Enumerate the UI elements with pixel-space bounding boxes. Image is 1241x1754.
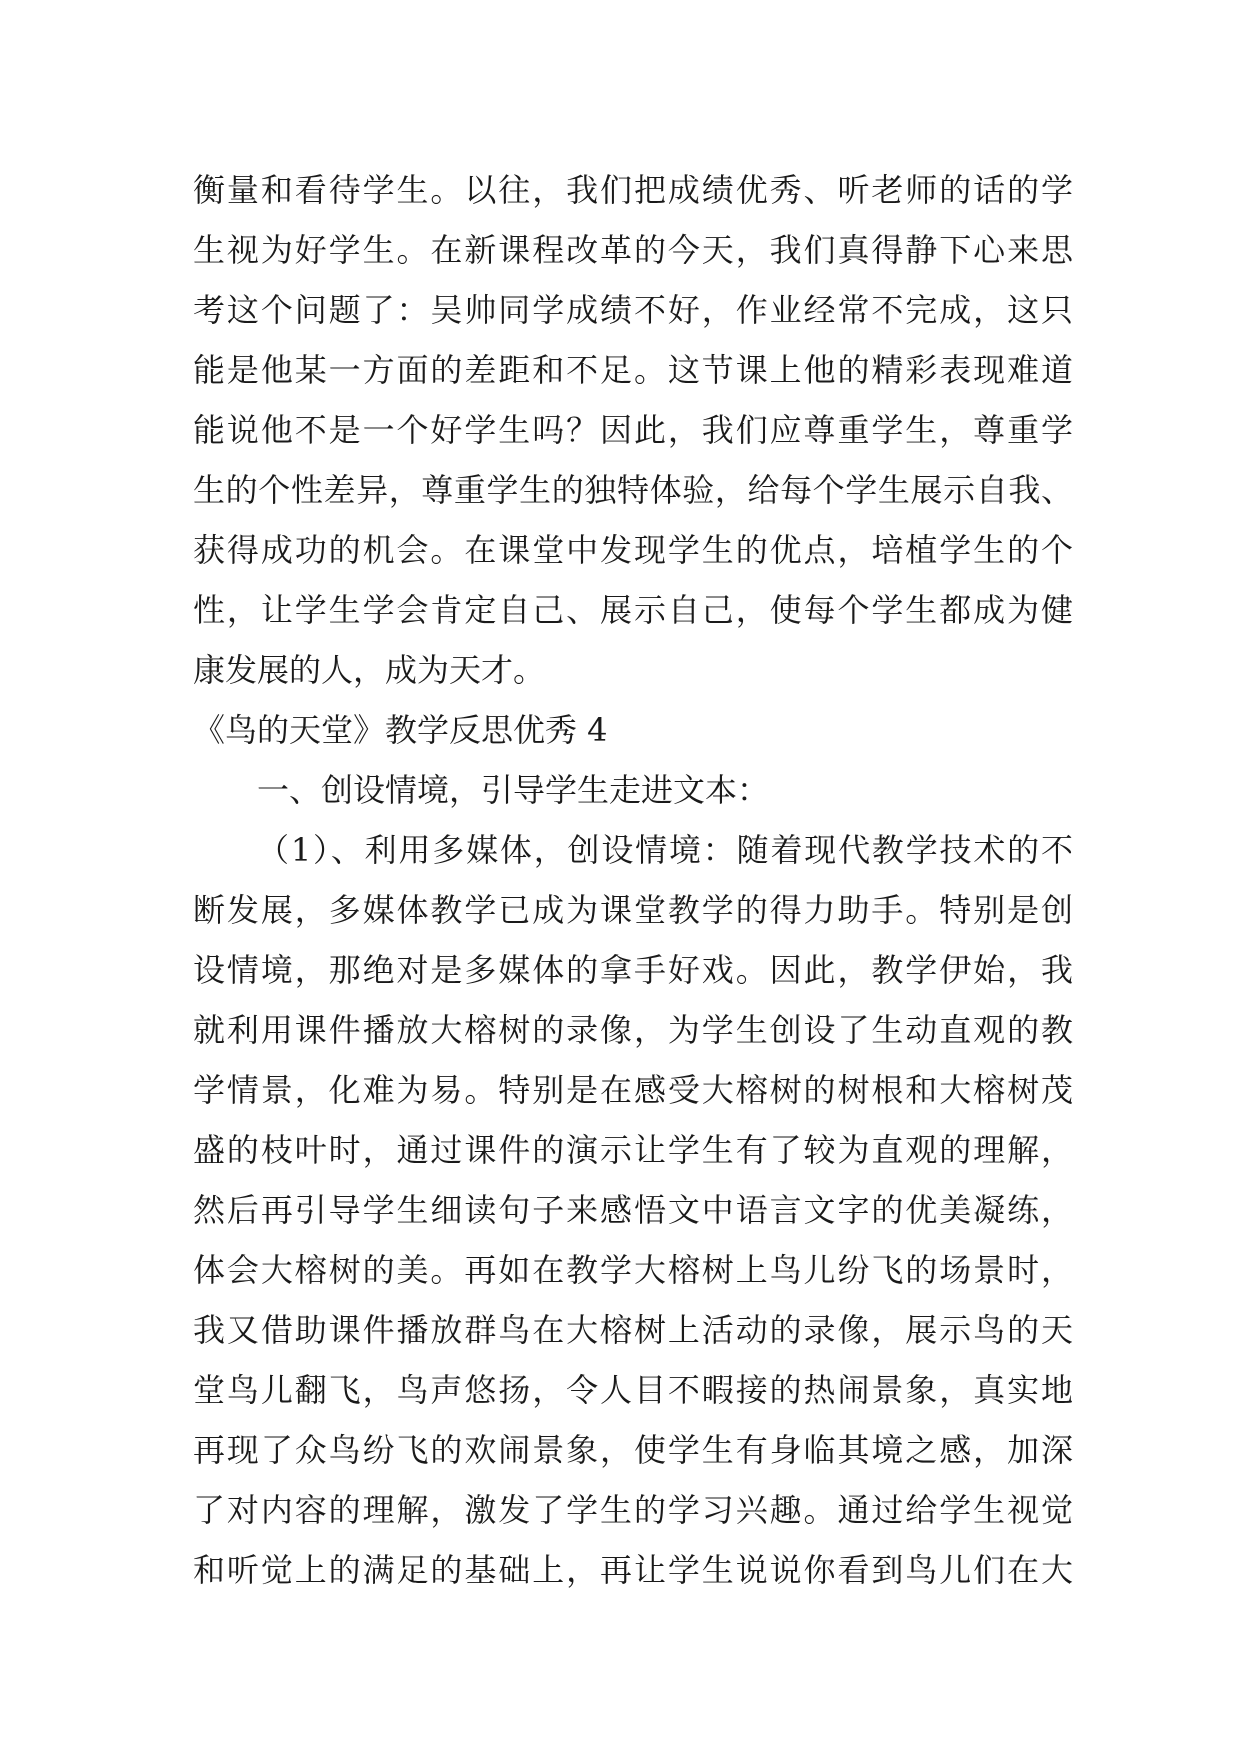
paragraph-multimedia (193, 820, 1073, 1600)
text-line: 了对内容的理解，激发了学生的学习兴趣。通过给学生视觉 (193, 1491, 1073, 1529)
text-line: 然后再引导学生细读句子来感悟文中语言文字的优美凝练， (193, 1191, 1073, 1229)
document-body (193, 160, 1073, 1600)
text-line: 生视为好学生。在新课程改革的今天，我们真得静下心来思 (193, 231, 1073, 269)
text-line: 获得成功的机会。在课堂中发现学生的优点，培植学生的个 (193, 531, 1073, 569)
text-line: 就利用课件播放大榕树的录像，为学生创设了生动直观的教 (193, 1011, 1073, 1049)
text-line: 能是他某一方面的差距和不足。这节课上他的精彩表现难道 (193, 351, 1073, 389)
text-line: 我又借助课件播放群鸟在大榕树上活动的录像，展示鸟的天 (193, 1311, 1073, 1349)
text-line: 性，让学生学会肯定自己、展示自己，使每个学生都成为健 (193, 591, 1073, 629)
text-line: 再现了众鸟纷飞的欢闹景象，使学生有身临其境之感，加深 (193, 1431, 1073, 1469)
text-line: 学情景，化难为易。特别是在感受大榕树的树根和大榕树茂 (193, 1071, 1073, 1109)
text-line: 衡量和看待学生。以往，我们把成绩优秀、听老师的话的学 (193, 171, 1073, 209)
subheading: 一、创设情境，引导学生走进文本： (257, 771, 770, 809)
paragraph-reflection (193, 160, 1073, 700)
text-line: 能说他不是一个好学生吗？因此，我们应尊重学生，尊重学 (193, 411, 1073, 449)
text-line: 和听觉上的满足的基础上，再让学生说说你看到鸟儿们在大 (193, 1551, 1073, 1589)
text-line: 生的个性差异，尊重学生的独特体验，给每个学生展示自我、 (193, 471, 1073, 509)
text-line: 设情境，那绝对是多媒体的拿手好戏。因此，教学伊始，我 (193, 951, 1073, 989)
text-line: 盛的枝叶时，通过课件的演示让学生有了较为直观的理解， (193, 1131, 1073, 1169)
text-line: 考这个问题了：吴帅同学成绩不好，作业经常不完成，这只 (193, 291, 1073, 329)
text-line: 体会大榕树的美。再如在教学大榕树上鸟儿纷飞的场景时， (193, 1251, 1073, 1289)
text-line: 断发展，多媒体教学已成为课堂教学的得力助手。特别是创 (193, 891, 1073, 929)
text-line: 康发展的人，成为天才。 (193, 651, 546, 689)
section-title: 《鸟的天堂》教学反思优秀 4 (193, 711, 608, 749)
text-line: 堂鸟儿翻飞，鸟声悠扬，令人目不暇接的热闹景象，真实地 (193, 1371, 1073, 1409)
text-line: （1）、利用多媒体，创设情境：随着现代教学技术的不 (257, 831, 1073, 869)
